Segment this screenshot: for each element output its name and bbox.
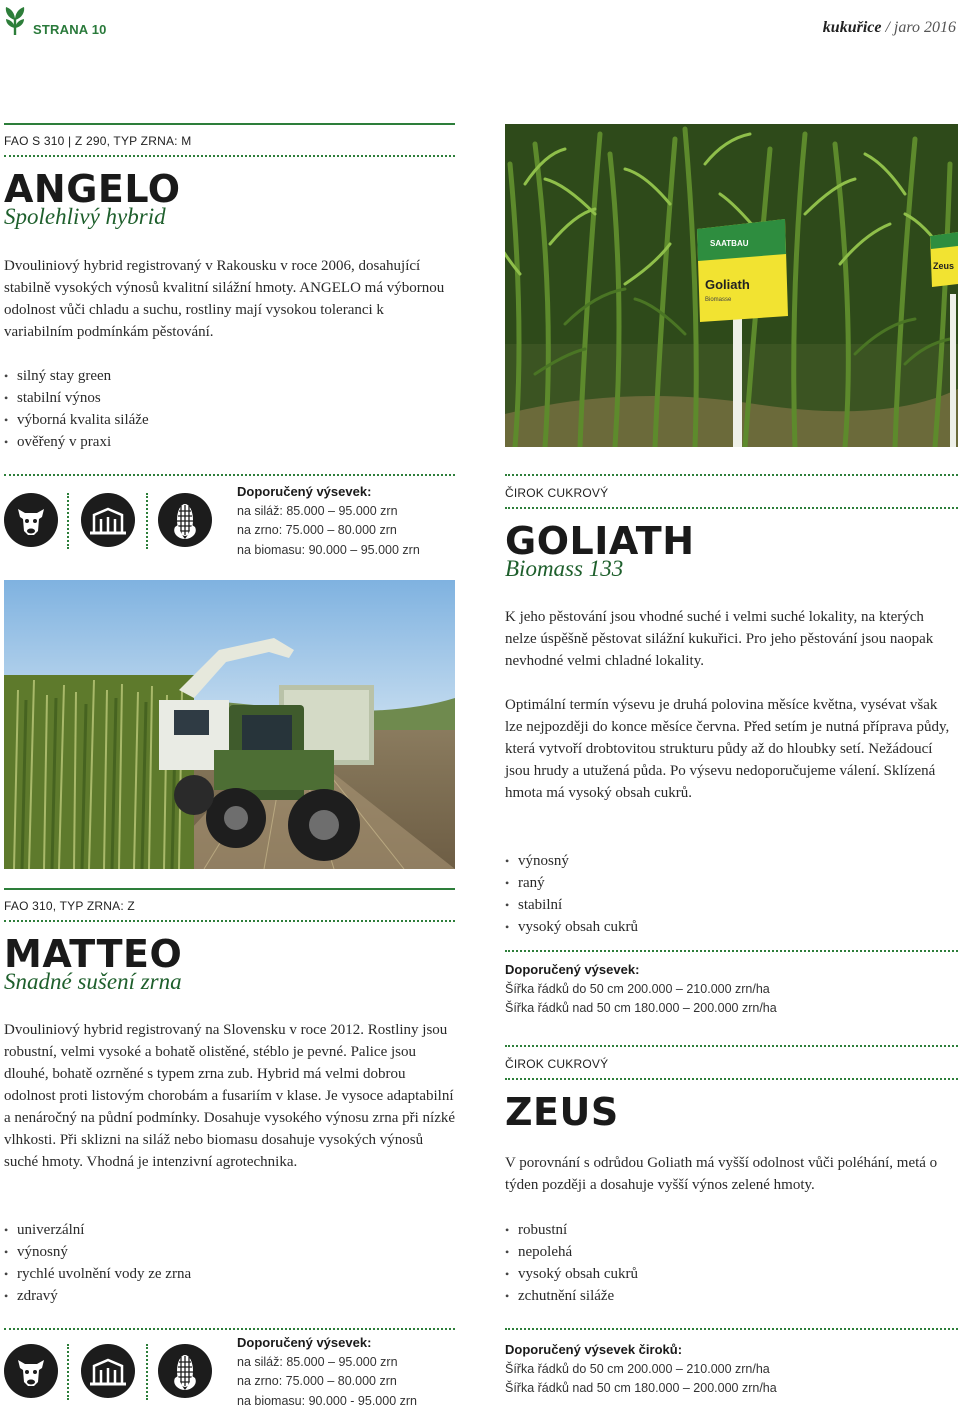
page-header [0,0,960,60]
rec-line: na biomasu: 90.000 – 95.000 zrn [237,542,420,557]
divider [505,474,958,476]
corn-cob-icon [158,1344,212,1398]
rec-line: Šířka řádků do 50 cm 200.000 – 210.000 zrn/ha [505,1361,770,1376]
page-number: STRANA 10 [33,22,107,37]
goliath-recommended-sowing [505,960,958,1019]
zeus-description: V porovnání s odrůdou Goliath má vyšší odolnost vůči poléhání, metá o týden později a dosahuje vyšší výnos zelené hmoty. [505,1155,938,1193]
angelo-description: Dvouliniový hybrid registrovaný v Rakousku v roce 2006, dosahující stabilně vysokých výnosů kvalitní silážní hmoty. ANGELO má výbornou odolnost vůči chladu a suchu, rostliny mají vysokou toleranci k variabilním podmínkám pěstování. [4,258,445,340]
divider [4,1328,455,1330]
list-item: • raný [505,872,945,894]
list-item: • zchutnění siláže [505,1285,945,1307]
rec-line: Šířka řádků nad 50 cm 180.000 – 200.000 zrn/ha [505,1381,777,1395]
divider [505,507,958,509]
divider [505,1078,958,1080]
list-item: • vysoký obsah cukrů [505,1263,945,1285]
rec-line: na siláž: 85.000 – 95.000 zrn [237,503,398,518]
zeus-category: ČIROK CUKROVÝ [505,1057,609,1071]
matteo-recommended-sowing [237,1333,452,1411]
divider [4,920,455,922]
divider [4,888,455,890]
rec-line: Šířka řádků do 50 cm 200.000 – 210.000 zrn/ha [505,981,770,996]
angelo-recommended-sowing [237,482,452,560]
divider [4,123,455,125]
list-item: • stabilní výnos [4,387,444,409]
rec-line: na zrno: 75.000 – 80.000 zrn [237,523,397,537]
list-item: • silný stay green [4,365,444,387]
list-item: • výborná kvalita siláže [4,409,444,431]
matteo-bullets [4,1219,444,1307]
harvester-photo [4,580,455,869]
angelo-bullets [4,365,444,453]
list-item: • stabilní [505,894,945,916]
goliath-category: ČIROK CUKROVÝ [505,486,609,500]
rec-title: Doporučený výsevek: [237,484,372,499]
corn-cob-icon [158,493,212,547]
list-item: • nepolehá [505,1241,945,1263]
matteo-description: Dvouliniový hybrid registrovaný na Slovensku v roce 2012. Rostliny jsou robustní, velmi vysoké a bohatě olistěné, stéblo je pevné. Palice jsou dlouhé, bohatě ozrněné s typem zrna zub. Hybrid má velmi dobrou odolnost proti listovým chorobám a fusariím v klase. Je vysoce adaptabilní a nenáročný na půdní podmínky. Dosahuje vysokého výnosu zrna při nízké vlhkosti. Při sklizni na siláž nebo biomasu dosahuje vysokých výnosů suché hmoty. Vhodná je intenzivní agrotechnika. [4,1022,456,1170]
issue-title [823,19,956,37]
issue-date: / jaro 2016 [885,19,956,36]
list-item: • univerzální [4,1219,444,1241]
sorghum-field-photo [505,124,958,447]
list-item: • výnosný [4,1241,444,1263]
issue-name: kukuřice [822,19,882,36]
rec-title: Doporučený výsevek: [237,1335,372,1350]
divider [505,950,958,952]
angelo-tagline: Spolehlivý hybrid [4,204,166,229]
rec-title: Doporučený výsevek: [505,962,640,977]
zeus-name: ZEUS [505,1090,619,1134]
cow-icon [4,493,58,547]
matteo-name: MATTEO [4,932,183,976]
list-item: • rychlé uvolnění vody ze zrna [4,1263,444,1285]
icon-separator [67,1344,69,1400]
rec-line: Šířka řádků nad 50 cm 180.000 – 200.000 zrn/ha [505,1001,777,1015]
sign-brand: SAATBAU [710,239,749,248]
rec-line: na biomasu: 90.000 - 95.000 zrn [237,1393,417,1408]
icon-separator [146,1344,148,1400]
rec-title: Doporučený výsevek čiroků: [505,1342,683,1357]
leaf-logo-icon [4,6,26,36]
divider [4,155,455,157]
angelo-name: ANGELO [4,167,181,211]
divider [4,474,455,476]
goliath-bullets [505,850,945,938]
divider [505,1045,958,1047]
silo-icon [81,493,135,547]
zeus-recommended-sowing [505,1340,958,1399]
zeus-bullets [505,1219,945,1307]
rec-line: na zrno: 75.000 – 80.000 zrn [237,1374,397,1388]
list-item: • vysoký obsah cukrů [505,916,945,938]
list-item: • výnosný [505,850,945,872]
goliath-name: GOLIATH [505,519,695,563]
sign-main: Goliath [705,277,750,292]
list-item: • ověřený v praxi [4,431,444,453]
cow-icon [4,1344,58,1398]
silo-icon [81,1344,135,1398]
matteo-tagline: Snadné sušení zrna [4,969,182,994]
sign-sub: Biomasse [705,297,732,303]
goliath-tagline: Biomass 133 [505,556,624,581]
icon-separator [67,493,69,549]
goliath-description-1: K jeho pěstování jsou vhodné suché i velmi suché lokality, na kterých nelze úspěšně pěstovat silážní kukuřici. Pro jeho pěstování jsou naopak nevhodné velmi chladné lokality. [505,609,934,669]
divider [505,1328,958,1330]
icon-separator [146,493,148,549]
list-item: • robustní [505,1219,945,1241]
matteo-fao: FAO 310, TYP ZRNA: Z [4,899,135,913]
rec-line: na siláž: 85.000 – 95.000 zrn [237,1354,398,1369]
list-item: • zdravý [4,1285,444,1307]
angelo-fao: FAO S 310 | Z 290, TYP ZRNA: M [4,134,192,148]
goliath-description-2: Optimální termín výsevu je druhá polovina měsíce května, vysévat však lze nejpozději do konce měsíce června. Před setím je nutná příprava půdy, která vytvoří drobtovitou strukturu půdy až do hloubky setí. Nežádoucí jsou hrudy a utužená půda. Po výsevu nedoporučujeme válení. Sklízená hmota má vysoký obsah cukrů. [505,697,950,801]
sign-right: Zeus [933,261,955,271]
